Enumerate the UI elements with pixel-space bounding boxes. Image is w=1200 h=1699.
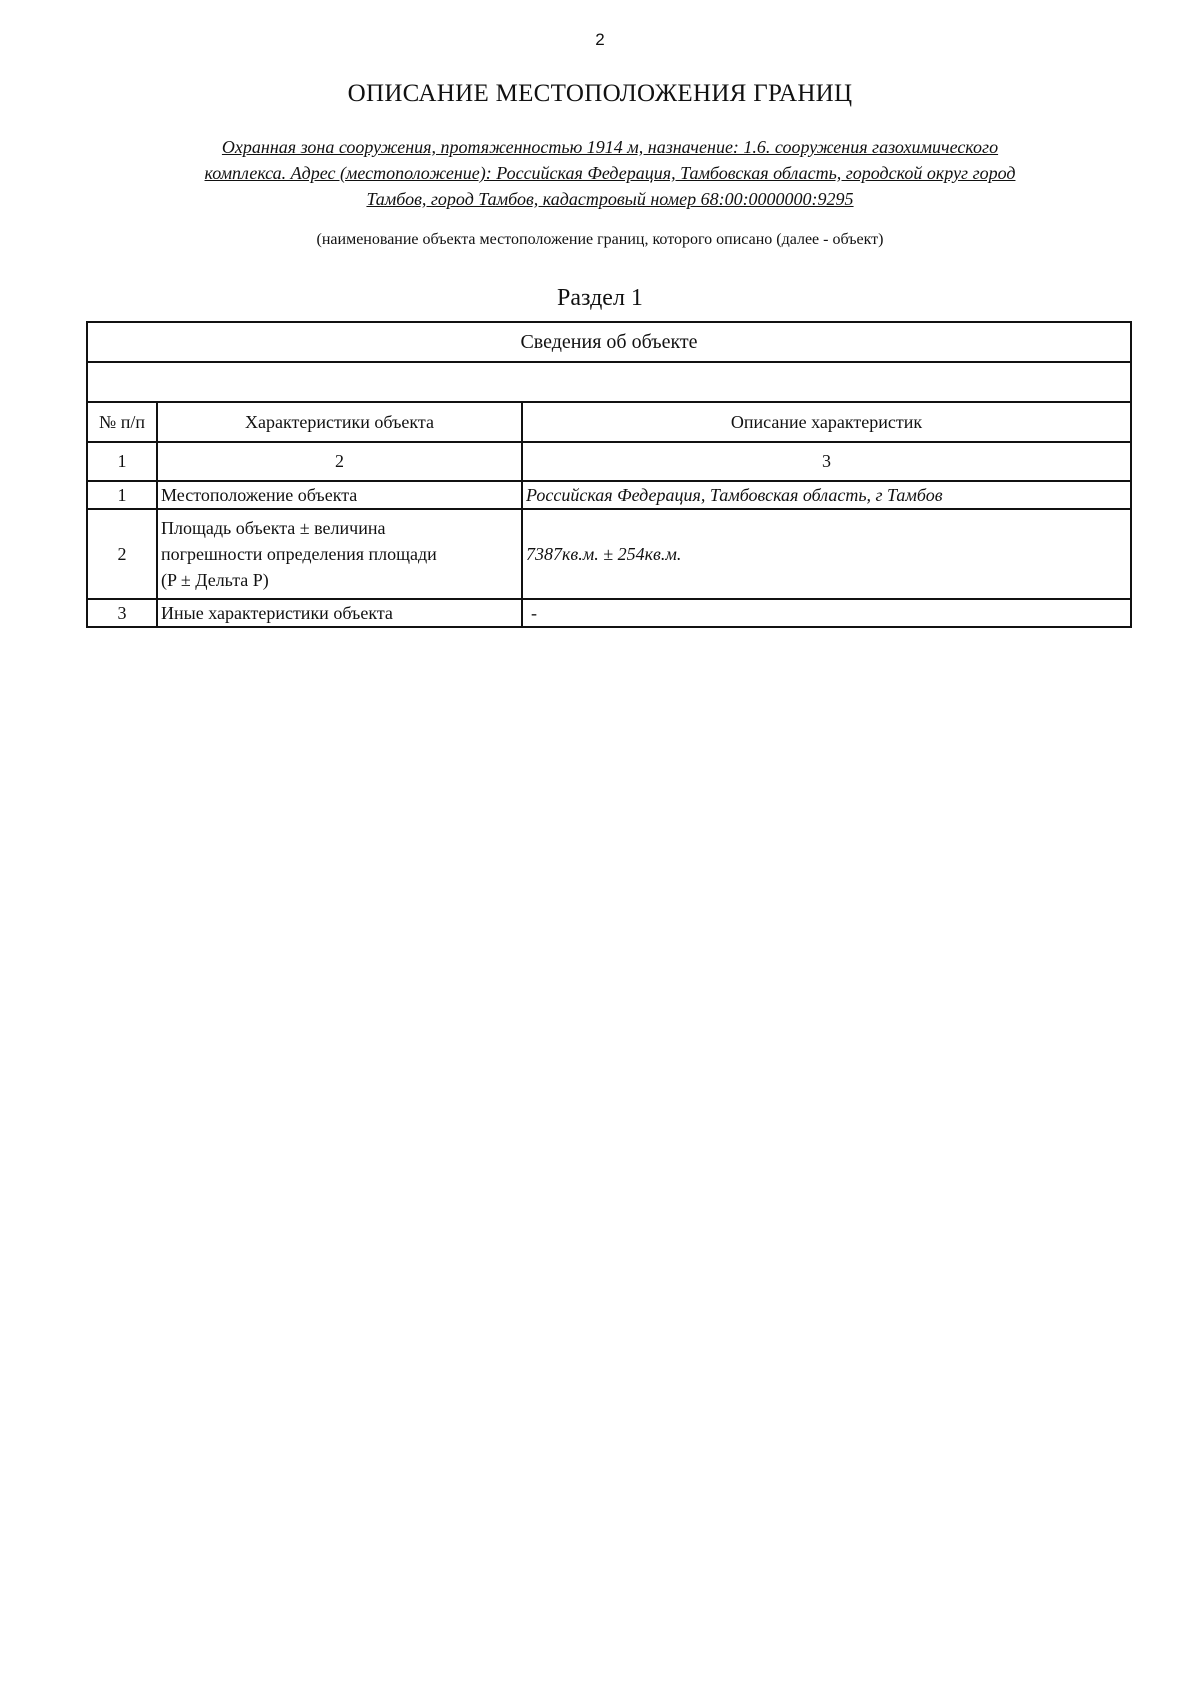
row-num: 2 bbox=[87, 509, 157, 599]
header-num: № п/п bbox=[87, 402, 157, 442]
section-title: Раздел 1 bbox=[557, 285, 643, 311]
column-number: 3 bbox=[522, 442, 1131, 481]
column-number-row bbox=[87, 442, 1131, 481]
object-caption: (наименование объекта местоположение границ, которого описано (далее - объект) bbox=[316, 231, 884, 248]
row-num: 1 bbox=[87, 481, 157, 509]
table-header-row bbox=[87, 402, 1131, 442]
object-description bbox=[90, 134, 1130, 212]
row-value: 7387кв.м. ± 254кв.м. bbox=[522, 509, 1131, 599]
object-description-line: Тамбов, город Тамбов, кадастровый номер 68:00:0000000:9295 bbox=[366, 189, 854, 209]
table-row bbox=[87, 481, 1131, 509]
object-description-line: Охранная зона сооружения, протяженностью 1914 м, назначение: 1.6. сооружения газохимического bbox=[221, 137, 999, 157]
table-row bbox=[87, 599, 1131, 627]
row-value: - bbox=[522, 599, 1131, 627]
row-num: 3 bbox=[87, 599, 157, 627]
row-characteristic-line: Площадь объекта ± величина bbox=[161, 518, 386, 538]
header-characteristic: Характеристики объекта bbox=[157, 402, 522, 442]
object-info-table bbox=[86, 321, 1132, 628]
column-number: 1 bbox=[87, 442, 157, 481]
row-characteristic-line: погрешности определения площади bbox=[161, 544, 437, 564]
row-characteristic: Иные характеристики объекта bbox=[157, 599, 522, 627]
row-characteristic bbox=[157, 509, 522, 599]
row-characteristic: Местоположение объекта bbox=[157, 481, 522, 509]
table-empty-row bbox=[87, 362, 1131, 402]
empty-cell bbox=[87, 362, 1131, 402]
document-title: ОПИСАНИЕ МЕСТОПОЛОЖЕНИЯ ГРАНИЦ bbox=[347, 80, 853, 107]
table-title-row bbox=[87, 322, 1131, 362]
page-number: 2 bbox=[595, 30, 605, 49]
table-title: Сведения об объекте bbox=[87, 322, 1131, 362]
row-characteristic-line: (P ± Дельта P) bbox=[161, 570, 269, 590]
object-description-line: комплекса. Адрес (местоположение): Российская Федерация, Тамбовская область, городской округ город bbox=[204, 163, 1016, 183]
header-description: Описание характеристик bbox=[522, 402, 1131, 442]
row-value: Российская Федерация, Тамбовская область, г Тамбов bbox=[522, 481, 1131, 509]
table-row bbox=[87, 509, 1131, 599]
column-number: 2 bbox=[157, 442, 522, 481]
